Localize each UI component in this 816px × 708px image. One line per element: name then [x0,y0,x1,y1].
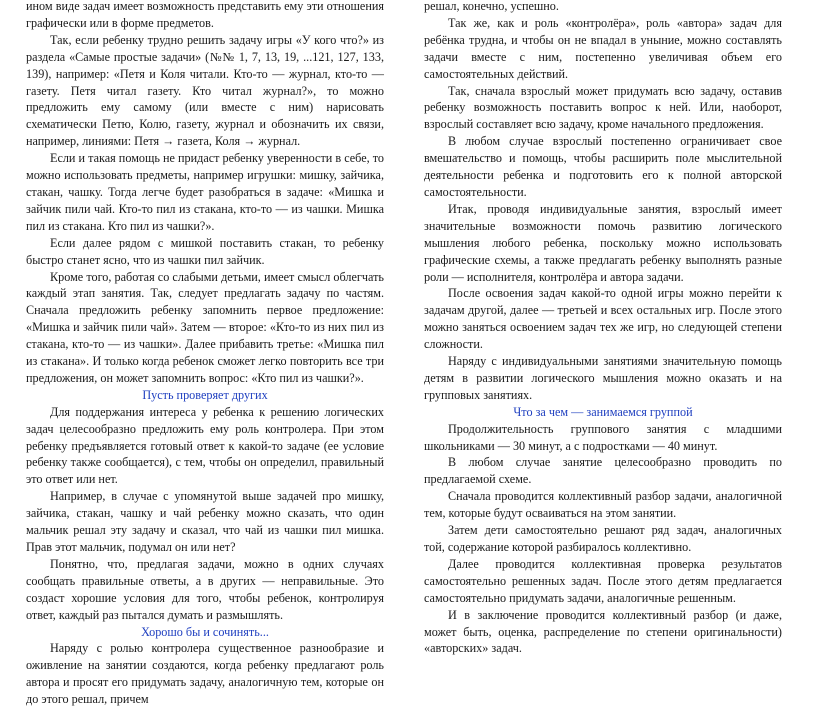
paragraph: решал, конечно, успешно. [424,0,559,13]
paragraph: Сначала проводится коллективный разбор задачи, аналогичной тем, которые будут осваиваться на этом занятии. [424,489,782,521]
paragraph: Если далее рядом с мишкой поставить стакан, то ребенку быстро станет ясно, что из чашки пил зайчик. [26,235,384,267]
paragraph: Кроме того, работая со слабыми детьми, имеет смысл облегчать каждый этап занятия. Так, следует предлагать задачу по частям. Сначала предложить ребенку запомнить первое предложение: «Мишка и зайчик пили чай». Затем — второе: «Кто-то из них пил из стакана, кто-то — из чашки». Далее прибавить третье: «Мишка пил из стакана». И только когда ребенок сможет легко повторить все три предложения, он может запомнить вопрос: «Кто пил из чашки?». [26,269,384,385]
paragraph: Итак, проводя индивидуальные занятия, взрослый имеет значительные возможности помочь развитию логического мышления любого ребенка, поскольку можно использовать графические схемы, а также предлагать ребенку выполнять разные роли — исполнителя, контролёра и автора задачи. [424,201,782,284]
paragraph: В любом случае взрослый постепенно ограничивает свое вмешательство и помощь, чтобы расширить поле мыслительной деятельности ребенка и подготовить его к полной авторской самостоятельности. [424,134,782,199]
paragraph: Для поддержания интереса у ребенка к решению логических задач целесообразно предложить ему роль контролера. При этом ребенку предъявляется готовый ответ к какой-то задаче (ее условие ребенку также сообщается), с тем, чтобы он определил, правильный это ответ или нет. [26,404,384,487]
section-heading: Хорошо бы и сочинять... [141,624,269,639]
paragraph: ином виде задач имеет возможность представить ему эти отношения графически или в форме предметов. [26,0,384,30]
left-column [26,0,384,708]
section-heading: Что за чем — занимаемся группой [513,404,693,419]
right-column [424,0,782,657]
paragraph: Наряду с индивидуальными занятиями значительную помощь детям в развитии логического мышления можно оказать и на групповых занятиях. [424,354,782,402]
section-heading: Пусть проверяет других [142,387,268,402]
paragraph: Понятно, что, предлагая задачи, можно в одних случаях сообщать правильные ответы, а в других — неправильные. Это создаст хорошие условия для того, чтобы ребенок, контролируя ответ, каждый раз пытался думать и размышлять. [26,556,384,622]
paragraph: Например, в случае с упомянутой выше задачей про мишку, зайчика, стакан, чашку и чай ребенку можно сказать, что один мальчик решал эту задачу и сказал, что чай из чашки пил мишка. Прав этот мальчик, подумал он или нет? [26,489,384,554]
paragraph: Так же, как и роль «контролёра», роль «автора» задач для ребёнка трудна, и чтобы он не впадал в уныние, можно составлять задачи вместе с ним, постепенно увеличивая объем его самостоятельных действий. [424,15,782,81]
paragraph: Так, если ребенку трудно решить задачу игры «У кого что?» из раздела «Самые простые задачи» (№№ 1, 7, 13, 19, ...121, 127, 133, 139), например: «Петя и Коля читали. Кто-то — журнал, кто-то — газету. Петя читал газету. Кто читал журнал?», то можно предложить ему самому (или вместе с ним) нарисовать схематически Петю, Колю, газету, журнал и обозначить их связи, например, линиями: Петя → газета, Коля → журнал. [26,32,384,149]
paragraph: Если и такая помощь не придаст ребенку уверенности в себе, то можно использовать предметы, например игрушки: мишку, зайчика, стакан, чашку. Тогда легче будет разобраться в задаче: «Мишка и зайчик пили чай. Кто-то пил из стакана, кто-то — из чашки. Мишка пил из стакана. Кто пил из чашки?». [26,151,384,233]
paragraph: Далее проводится коллективная проверка результатов самостоятельно решенных задач. После этого детям предлагается самостоятельно придумать задачи, аналогичные решенным. [424,556,782,605]
paragraph: После освоения задач какой-то одной игры можно перейти к задачам другой, далее — третьей и всех остальных игр. После этого можно заняться освоением задач тех же игр, но следующей степени сложности. [424,286,782,352]
paragraph: В любом случае занятие целесообразно проводить по предлагаемой схеме. [424,455,782,487]
paragraph: Затем дети самостоятельно решают ряд задач, аналогичных той, содержание которой разбиралось коллективно. [424,523,782,554]
paragraph: И в заключение проводится коллективный разбор (и даже, может быть, оценка, распределение по степени оригинальности) «авторских» задач. [424,607,782,656]
paragraph: Наряду с ролью контролера существенное разнообразие и оживление на занятии создаются, когда ребенку предлагают роль автора и просят его придумать задачу, аналогичную тем, которые он до этого решал, причем [26,641,384,707]
paragraph: Так, сначала взрослый может придумать всю задачу, оставив ребенку возможность поставить вопрос к ней. Или, наоборот, взрослый составляет всю задачу, кроме начального предложения. [424,83,782,132]
paragraph: Продолжительность группового занятия с младшими школьниками — 30 минут, а с подростками — 40 минут. [424,421,782,453]
